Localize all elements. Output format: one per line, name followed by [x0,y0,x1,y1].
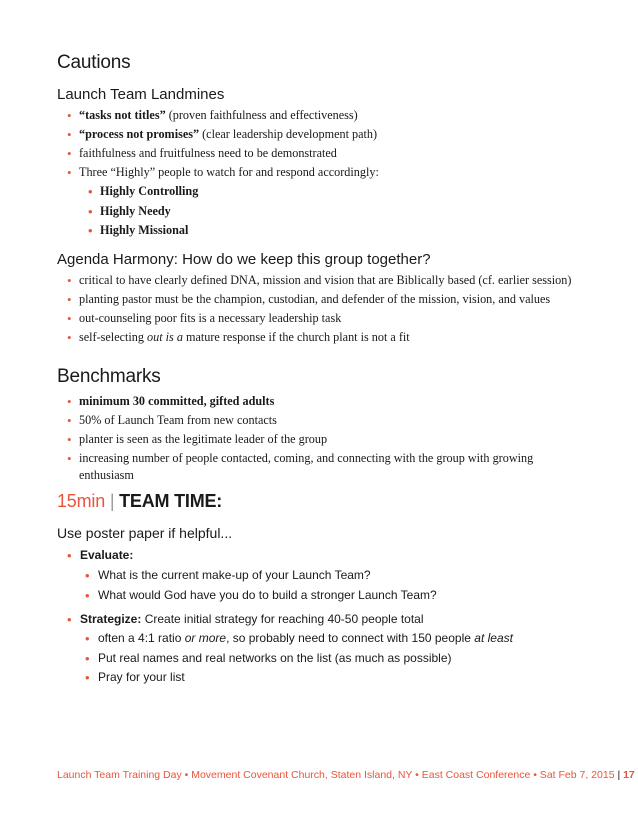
benchmarks-heading: Benchmarks [57,366,161,387]
bullet-icon: • [85,670,90,685]
list-item: • faithfulness and fruitfulness need to be demonstrated [67,146,337,161]
bullet-icon: • [67,146,72,161]
bullet-icon: • [67,292,72,307]
list-item: • What is the current make-up of your Launch Team? [85,568,371,583]
bullet-icon: • [85,631,90,646]
list-item: • Three “Highly” people to watch for and respond accordingly: [67,165,379,180]
bullet-icon: • [85,650,90,666]
bullet-icon: • [67,451,72,466]
bullet-icon: • [67,612,72,627]
list-item: • Highly Controlling [88,184,199,199]
list-item: • “process not promises” (clear leadership development path) [67,127,378,142]
bullet-icon: • [67,165,72,180]
agenda-list [67,272,571,348]
team-time-heading: 15min | TEAM TIME: [57,491,223,511]
list-item: • planter is seen as the legitimate leader of the group [67,432,328,447]
bullet-icon: • [67,273,72,288]
list-item: • planting pastor must be the champion, custodian, and defender of the mission, vision, and values [67,292,551,307]
bullet-icon: • [67,330,72,345]
list-item: • 50% of Launch Team from new contacts [67,413,277,428]
list-item: • Strategize: Create initial strategy for reaching 40-50 people total [67,612,424,627]
list-item: • Highly Needy [88,203,171,219]
bullet-icon: • [88,184,93,199]
team-time-list [67,547,133,567]
strategize-list [85,630,513,689]
bullet-icon: • [88,223,93,238]
list-item: • What would God have you do to build a stronger Launch Team? [85,587,437,603]
list-item: • increasing number of people contacted, coming, and connecting with the group with growing enthusiasm [67,451,534,482]
bullet-icon: • [67,108,72,123]
evaluate-list [85,567,437,606]
bullet-icon: • [85,587,90,603]
strategize-item [67,611,424,631]
list-item: • minimum 30 committed, gifted adults [67,394,275,409]
highly-list [88,183,198,242]
bullet-icon: • [67,394,72,409]
team-time-intro: Use poster paper if helpful... [57,525,233,541]
bullet-icon: • [67,311,72,326]
bullet-icon: • [67,548,72,563]
list-item: • Pray for your list [85,670,185,685]
bullet-icon: • [88,203,93,219]
list-item: • out-counseling poor fits is a necessary leadership task [67,311,342,326]
list-item: • self-selecting out is a mature response if the church plant is not a fit [67,330,410,345]
bullet-icon: • [85,568,90,583]
landmines-list [67,107,379,183]
list-item: • “tasks not titles” (proven faithfulness and effectiveness) [67,108,358,123]
page-number: 17 [623,769,635,781]
list-item: • critical to have clearly defined DNA, mission and vision that are Biblically based (cf. earlier session) [67,273,572,288]
bullet-icon: • [67,432,72,447]
list-item: • Highly Missional [88,223,189,238]
footer-text: Launch Team Training Day • Movement Covenant Church, Staten Island, NY • East Coast Conference • Sat Feb 7, 2015 [57,769,615,781]
cautions-heading: Cautions [57,52,131,73]
bullet-icon: • [67,413,72,428]
page-footer: Launch Team Training Day • Movement Covenant Church, Staten Island, NY • East Coast Conference • Sat Feb 7, 2015 | 17 [57,769,635,781]
bullet-icon: • [67,127,72,142]
list-item: • Evaluate: [67,548,134,563]
agenda-subheading: Agenda Harmony: How do we keep this group together? [57,251,431,268]
list-item: • Put real names and real networks on the list (as much as possible) [85,650,452,666]
list-item: • often a 4:1 ratio or more, so probably need to connect with 150 people at least [85,631,513,646]
benchmarks-list [67,393,559,484]
landmines-subheading: Launch Team Landmines [57,86,225,103]
